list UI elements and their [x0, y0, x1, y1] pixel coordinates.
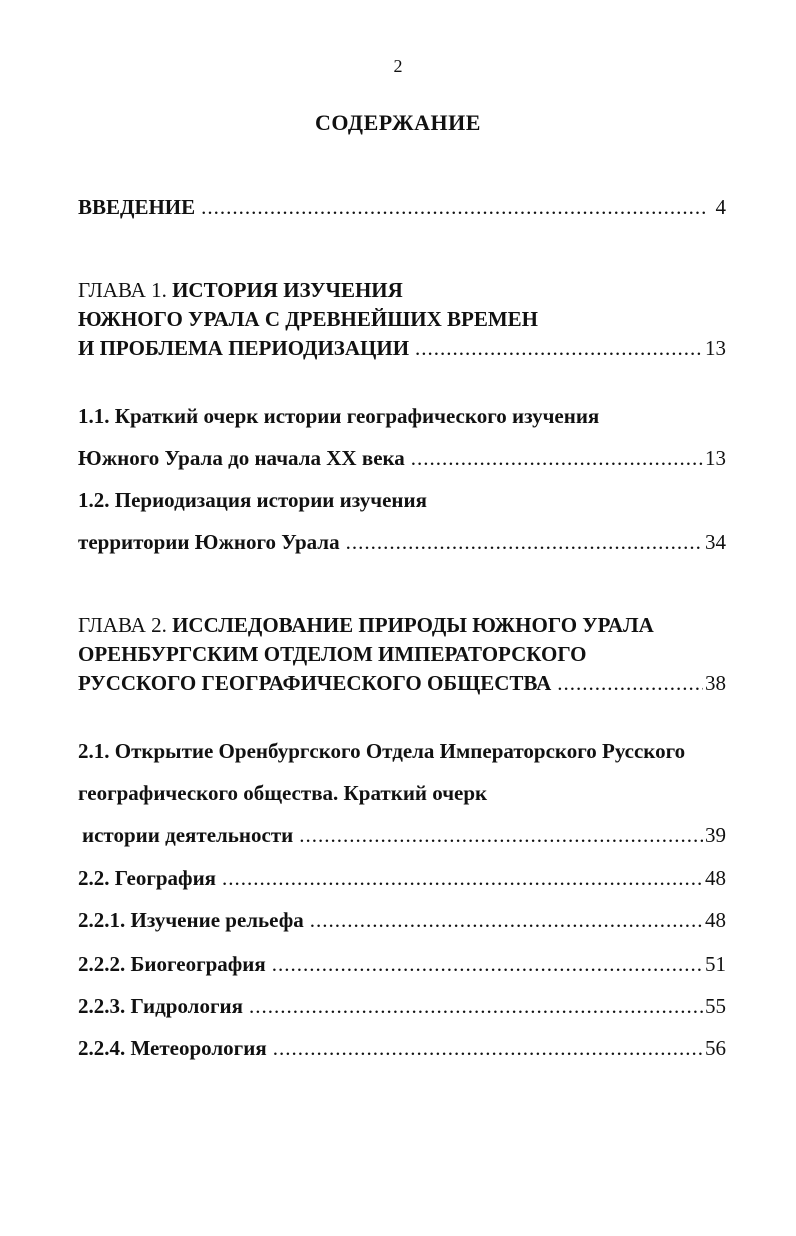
chapter-1-title-line-2: ЮЖНОГО УРАЛА С ДРЕВНЕЙШИХ ВРЕМЕН: [78, 307, 539, 331]
dot-leader: [557, 669, 703, 697]
chapter-1-title-line-1: ИСТОРИЯ ИЗУЧЕНИЯ: [172, 278, 403, 302]
toc-entry-text: 2.2.4. Метеорология: [78, 1036, 267, 1060]
dot-leader: [201, 193, 705, 221]
page-number: 2: [393, 56, 403, 76]
section-1-2-line-2: территории Южного Урала: [78, 530, 340, 554]
toc-page-number: 38: [705, 671, 726, 695]
page-title: СОДЕРЖАНИЕ: [315, 110, 481, 135]
toc-page-number: 48: [705, 866, 726, 890]
toc-entry-2-2-2[interactable]: [78, 950, 726, 978]
toc-entry-1-2[interactable]: [78, 528, 726, 556]
dot-leader: [415, 334, 703, 362]
chapter-1-title-line-3: И ПРОБЛЕМА ПЕРИОДИЗАЦИИ: [78, 336, 410, 360]
section-2-1-line-3: истории деятельности: [82, 823, 294, 847]
dot-leader: [310, 906, 703, 934]
section-2-1-line-2: географического общества. Краткий очерк: [78, 781, 488, 805]
dot-leader: [222, 864, 703, 892]
dot-leader: [346, 528, 703, 556]
section-1-2-line-1: 1.2. Периодизация истории изучения: [78, 488, 427, 512]
toc-entry-text: 2.2.3. Гидрология: [78, 994, 243, 1018]
toc-page-number: 39: [705, 823, 726, 847]
toc-entry-chapter-1[interactable]: [78, 334, 726, 362]
toc-page-number: 13: [705, 336, 726, 360]
toc-entry-text: 2.2.1. Изучение рельефа: [78, 908, 304, 932]
toc-page-number: 51: [705, 952, 726, 976]
chapter-2-title-line-3: РУССКОГО ГЕОГРАФИЧЕСКОГО ОБЩЕСТВА: [78, 671, 552, 695]
section-2-1-line-1: 2.1. Открытие Оренбургского Отдела Императорского Русского: [78, 739, 686, 763]
chapter-2-title-line-1: ИССЛЕДОВАНИЕ ПРИРОДЫ ЮЖНОГО УРАЛА: [172, 613, 654, 637]
section-1-1-line-2: Южного Урала до начала XX века: [78, 446, 405, 470]
toc-entry-intro[interactable]: [78, 193, 726, 221]
toc-page-number: 34: [705, 530, 726, 554]
chapter-1-heading-line-1[interactable]: [78, 276, 403, 304]
toc-page-number: 48: [705, 908, 726, 932]
dot-leader: [411, 444, 703, 472]
toc-entry-chapter-2[interactable]: [78, 669, 726, 697]
dot-leader: [273, 1034, 703, 1062]
dot-leader: [272, 950, 703, 978]
toc-entry-text: ВВЕДЕНИЕ: [78, 195, 196, 219]
chapter-1-prefix: ГЛАВА 1.: [78, 278, 173, 302]
section-1-1-line-1: 1.1. Краткий очерк истории географического изучения: [78, 404, 600, 428]
toc-entry-2-1[interactable]: [82, 821, 726, 849]
toc-entry-1-1[interactable]: [78, 444, 726, 472]
dot-leader: [299, 821, 703, 849]
chapter-2-heading-line-1[interactable]: [78, 611, 654, 639]
toc-page-number: 13: [705, 446, 726, 470]
toc-entry-2-2-1[interactable]: [78, 906, 726, 934]
toc-page-number: 56: [705, 1036, 726, 1060]
toc-page-number: 55: [705, 994, 726, 1018]
toc-entry-text: 2.2. География: [78, 866, 217, 890]
toc-entry-2-2[interactable]: [78, 864, 726, 892]
toc-entry-text: 2.2.2. Биогеография: [78, 952, 266, 976]
dot-leader: [249, 992, 703, 1020]
chapter-2-title-line-2: ОРЕНБУРГСКИМ ОТДЕЛОМ ИМПЕРАТОРСКОГО: [78, 642, 587, 666]
toc-page-number: 4: [715, 195, 726, 219]
chapter-2-prefix: ГЛАВА 2.: [78, 613, 173, 637]
toc-entry-2-2-4[interactable]: [78, 1034, 726, 1062]
toc-entry-2-2-3[interactable]: [78, 992, 726, 1020]
